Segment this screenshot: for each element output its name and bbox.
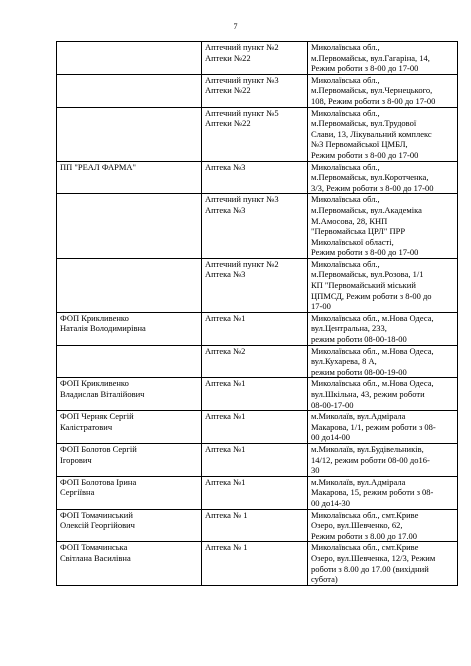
address-text-line: Миколаївська обл., — [311, 42, 380, 52]
owner-text-line: Наталія Володимирівна — [60, 323, 146, 334]
address-text-line: Слави, 13, Лікувальний комплекс — [311, 128, 432, 139]
owner-text-line: ФОП Болотова Ірина — [60, 476, 137, 487]
address-cell — [308, 42, 458, 75]
address-text-line: Режим роботи з 8-00 до 17-00 — [311, 149, 419, 160]
pharmacy-point-text-line: Аптека № 1 — [205, 509, 248, 520]
owner-text-line: Сергіївна — [60, 487, 95, 498]
owner-cell — [57, 345, 202, 378]
address-text-line: Миколаївська обл., — [311, 107, 380, 118]
owner-cell — [57, 509, 202, 542]
address-text-line: Макарова, 1/1, режим роботи з 08- — [311, 421, 436, 432]
pharmacy-point-text-line: Аптечний пункт №2 — [205, 258, 279, 269]
address-text-line: вул.Центральна, 233, — [311, 323, 387, 334]
pharmacy-point-text-line: Аптека №1 — [205, 476, 246, 487]
table-row — [57, 443, 458, 476]
address-text-line: Миколаївської області, — [311, 236, 394, 247]
address-text-line: Миколаївська обл., м.Нова Одеса, — [311, 378, 434, 389]
owner-text-line: Олексій Георгійович — [60, 520, 135, 531]
pharmacy-point-text-line: Аптека №2 — [205, 345, 246, 356]
address-text-line: Миколаївська обл., — [311, 194, 380, 205]
pharmacy-point-text-line: Аптека №1 — [205, 411, 246, 422]
pharmacy-point-cell — [202, 378, 308, 411]
pharmacy-point-text-line: Аптеки №22 — [205, 118, 251, 129]
owner-cell — [57, 161, 202, 194]
address-text-line: Миколаївська обл., м.Нова Одеса, — [311, 312, 434, 323]
pharmacy-point-cell — [202, 258, 308, 312]
address-text-line: 108, Режим роботи з 8-00 до 17-00 — [311, 95, 436, 106]
address-text-line: №3 Первомайської ЦМБЛ, — [311, 139, 408, 150]
pharmacy-point-cell — [202, 161, 308, 194]
table-row — [57, 411, 458, 444]
address-text-line: м.Первомайськ, вул.Розова, 1/1 — [311, 269, 424, 280]
address-text-line: 08-00-17-00 — [311, 399, 354, 410]
address-cell — [308, 542, 458, 585]
owner-text-line: Владислав Віталійович — [60, 389, 145, 399]
table-row — [57, 509, 458, 542]
address-text-line: м.Первомайськ, вул.Трудової — [311, 118, 417, 129]
owner-cell — [57, 443, 202, 476]
address-cell — [308, 161, 458, 194]
pharmacy-point-cell — [202, 74, 308, 107]
pharmacy-point-text-line: Аптека №3 — [205, 161, 246, 172]
owner-cell — [57, 542, 202, 585]
pharmacy-point-cell — [202, 443, 308, 476]
pharmacy-point-cell — [202, 411, 308, 444]
pharmacy-point-text-line: Аптечний пункт №2 — [205, 42, 279, 52]
owner-cell — [57, 378, 202, 411]
pharmacy-point-text-line: Аптеки №22 — [205, 52, 251, 63]
owner-cell — [57, 74, 202, 107]
address-text-line: ЦПМСД, Режим роботи з 8-00 до — [311, 290, 432, 301]
address-text-line: м.Первомайськ, вул.Чернецького, — [311, 85, 433, 96]
table-row — [57, 161, 458, 194]
address-text-line: роботи з 8.00 до 17.00 (вихідний — [311, 563, 429, 574]
pharmacy-point-text-line: Аптека №1 — [205, 443, 246, 454]
owner-cell — [57, 194, 202, 259]
address-text-line: Миколаївська обл., — [311, 161, 380, 172]
table-row — [57, 107, 458, 161]
table-row — [57, 476, 458, 509]
address-cell — [308, 509, 458, 542]
address-text-line: м.Миколаїв, вул.Будівельників, — [311, 443, 424, 454]
pharmacy-point-text-line: Аптеки №22 — [205, 85, 251, 96]
address-cell — [308, 312, 458, 345]
pharmacy-point-cell — [202, 312, 308, 345]
owner-cell — [57, 107, 202, 161]
pharmacy-point-text-line: Аптека №1 — [205, 378, 246, 389]
table-row — [57, 378, 458, 411]
table-row — [57, 258, 458, 312]
address-text-line: м.Миколаїв, вул.Адмірала — [311, 476, 406, 487]
owner-text-line: ПП "РЕАЛ ФАРМА" — [60, 161, 137, 172]
address-text-line: Озеро, вул.Шевченко, 62, — [311, 520, 403, 531]
address-text-line: Озеро, вул.Шевченка, 12/3, Режим — [311, 552, 436, 563]
address-text-line: Миколаївська обл., смт.Криве — [311, 509, 419, 520]
owner-text-line: Світлана Василівна — [60, 552, 131, 563]
owner-text-line: Ігорович — [60, 454, 92, 465]
address-cell — [308, 411, 458, 444]
table-row — [57, 345, 458, 378]
address-text-line: М.Амосова, 28, КНП — [311, 215, 388, 226]
owner-text-line: ФОП Томачинський — [60, 509, 133, 520]
table-row — [57, 194, 458, 259]
table-row — [57, 542, 458, 585]
owner-cell — [57, 411, 202, 444]
address-text-line: вул.Шкільна, 43, режим роботи — [311, 389, 425, 399]
table-row — [57, 42, 458, 75]
pharmacy-point-cell — [202, 345, 308, 378]
address-cell — [308, 378, 458, 411]
address-text-line: Миколаївська обл., смт.Криве — [311, 542, 419, 553]
pharmacy-point-text-line: Аптечний пункт №3 — [205, 74, 279, 85]
address-cell — [308, 74, 458, 107]
address-text-line: субота) — [311, 574, 338, 585]
pharmacy-point-text-line: Аптечний пункт №5 — [205, 107, 279, 118]
pharmacy-point-text-line: Аптека № 1 — [205, 542, 248, 553]
address-text-line: м.Миколаїв, вул.Адмірала — [311, 411, 406, 422]
address-text-line: 30 — [311, 465, 320, 476]
pharmacy-table-container — [56, 41, 457, 586]
pharmacy-point-cell — [202, 42, 308, 75]
pharmacy-point-cell — [202, 476, 308, 509]
address-cell — [308, 476, 458, 509]
pharmacy-point-text-line: Аптечний пункт №3 — [205, 194, 279, 205]
owner-text-line: Калістратович — [60, 421, 113, 432]
address-text-line: КП "Первомайський міський — [311, 280, 416, 291]
address-text-line: м.Первомайськ, вул.Гагаріна, 14, — [311, 52, 430, 63]
address-text-line: Миколаївська обл., — [311, 74, 380, 85]
owner-text-line: ФОП Болотов Сергій — [60, 443, 137, 454]
address-text-line: Миколаївська обл., м.Нова Одеса, — [311, 345, 434, 356]
pharmacy-point-cell — [202, 107, 308, 161]
page-number: 7 — [233, 22, 238, 31]
address-cell — [308, 258, 458, 312]
owner-cell — [57, 312, 202, 345]
owner-text-line: ФОП Томачинська — [60, 542, 128, 553]
address-text-line: 17-00 — [311, 301, 331, 312]
pharmacy-table — [56, 41, 458, 586]
address-text-line: Макарова, 15, режим роботи з 08- — [311, 487, 434, 498]
table-row — [57, 312, 458, 345]
pharmacy-point-text-line: Аптека №3 — [205, 269, 246, 280]
owner-text-line: ФОП Крикливенко — [60, 312, 129, 323]
address-text-line: 14/12, режим роботи 08-00 до16- — [311, 454, 430, 465]
address-text-line: "Первомайська ЦРЛ" ПРР — [311, 226, 406, 237]
address-cell — [308, 345, 458, 378]
pharmacy-table-body — [57, 42, 458, 586]
owner-cell — [57, 42, 202, 75]
address-cell — [308, 194, 458, 259]
owner-cell — [57, 258, 202, 312]
address-text-line: м.Первомайськ, вул.Коротченка, — [311, 172, 429, 183]
address-text-line: м.Первомайськ, вул.Академіка — [311, 204, 422, 215]
pharmacy-point-cell — [202, 509, 308, 542]
address-text-line: режим роботи 08-00-18-00 — [311, 334, 407, 345]
owner-text-line: ФОП Крикливенко — [60, 378, 129, 389]
pharmacy-point-cell — [202, 542, 308, 585]
address-text-line: режим роботи 08-00-19-00 — [311, 366, 407, 377]
address-text-line: вул.Кухарева, 8 А, — [311, 356, 377, 367]
pharmacy-point-cell — [202, 194, 308, 259]
table-row — [57, 74, 458, 107]
address-text-line: 3/3, Режим роботи з 8-00 до 17-00 — [311, 182, 434, 193]
address-text-line: Режим роботи з 8.00 до 17.00 — [311, 530, 417, 541]
address-text-line: Режим роботи з 8-00 до 17-00 — [311, 247, 419, 258]
address-text-line: Режим роботи з 8-00 до 17-00 — [311, 63, 419, 74]
address-cell — [308, 443, 458, 476]
owner-text-line: ФОП Черняк Сергій — [60, 411, 134, 422]
owner-cell — [57, 476, 202, 509]
address-text-line: 00 до14-30 — [311, 497, 351, 508]
address-text-line: Миколаївська обл., — [311, 258, 380, 269]
address-cell — [308, 107, 458, 161]
pharmacy-point-text-line: Аптека №1 — [205, 312, 246, 323]
address-text-line: 00 до14-00 — [311, 432, 351, 443]
pharmacy-point-text-line: Аптека №3 — [205, 204, 246, 215]
